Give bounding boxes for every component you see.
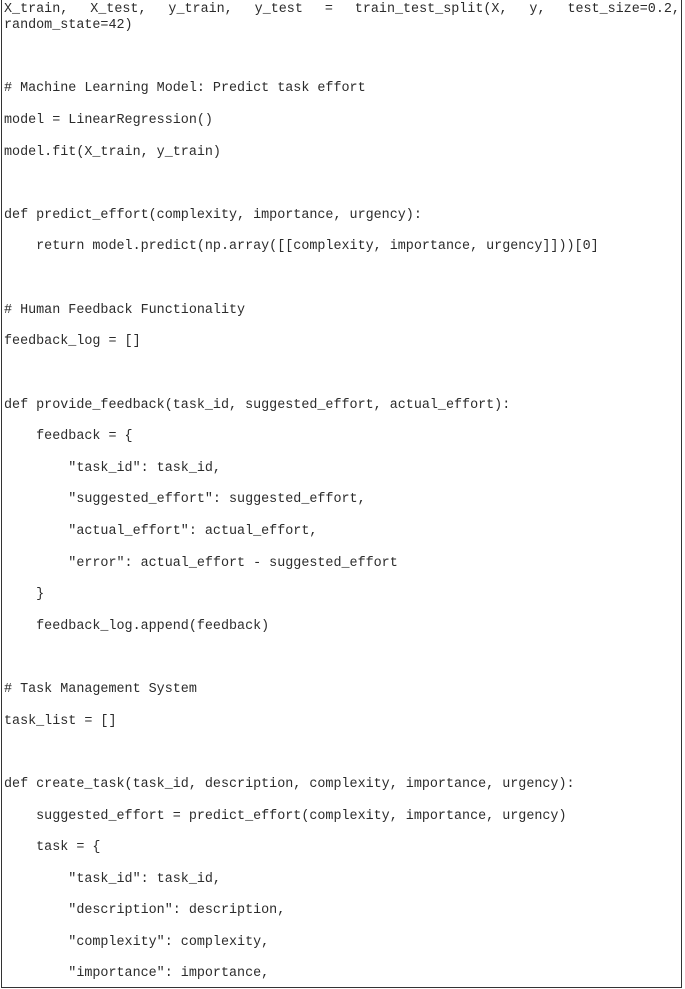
code-line: def provide_feedback(task_id, suggested_effort, actual_effort):: [4, 398, 511, 413]
train-test-split-statement: [4, 2, 680, 34]
code-line: "complexity": complexity,: [4, 935, 270, 950]
code-line: model.fit(X_train, y_train): [4, 145, 221, 160]
code-line: feedback_log = []: [4, 334, 141, 349]
code-token: X_test,: [90, 2, 147, 17]
code-line: feedback = {: [4, 429, 133, 444]
code-token: =: [324, 2, 333, 17]
code-token: y,: [529, 2, 546, 17]
code-line: "suggested_effort": suggested_effort,: [4, 492, 366, 507]
code-token: y_test: [254, 2, 303, 17]
code-line: "error": actual_effort - suggested_effort: [4, 556, 398, 571]
code-token: train_test_split(X,: [354, 2, 508, 17]
code-line: def create_task(task_id, description, complexity, importance, urgency):: [4, 777, 575, 792]
code-line: task = {: [4, 840, 101, 855]
code-line: def predict_effort(complexity, importance, urgency):: [4, 208, 422, 223]
code-line: "importance": importance,: [4, 966, 270, 981]
code-line: }: [4, 587, 45, 602]
code-line: feedback_log.append(feedback): [4, 619, 270, 634]
code-token: test_size=0.2,: [567, 2, 680, 17]
code-line: "task_id": task_id,: [4, 461, 221, 476]
code-line: return model.predict(np.array([[complexity, importance, urgency]]))[0]: [4, 239, 599, 254]
code-line: "description": description,: [4, 903, 286, 918]
code-line: "task_id": task_id,: [4, 872, 221, 887]
train-test-split-line: [4, 2, 680, 18]
code-line: # Machine Learning Model: Predict task effort: [4, 81, 366, 96]
code-line: # Task Management System: [4, 682, 197, 697]
code-line: "actual_effort": actual_effort,: [4, 524, 318, 539]
code-line: task_list = []: [4, 714, 117, 729]
code-line: model = LinearRegression(): [4, 113, 213, 128]
code-line: suggested_effort = predict_effort(complexity, importance, urgency): [4, 809, 567, 824]
code-token: y_train,: [168, 2, 233, 17]
code-token: X_train,: [4, 2, 69, 17]
train-test-split-continuation: random_state=42): [4, 18, 133, 33]
code-line: # Human Feedback Functionality: [4, 303, 246, 318]
